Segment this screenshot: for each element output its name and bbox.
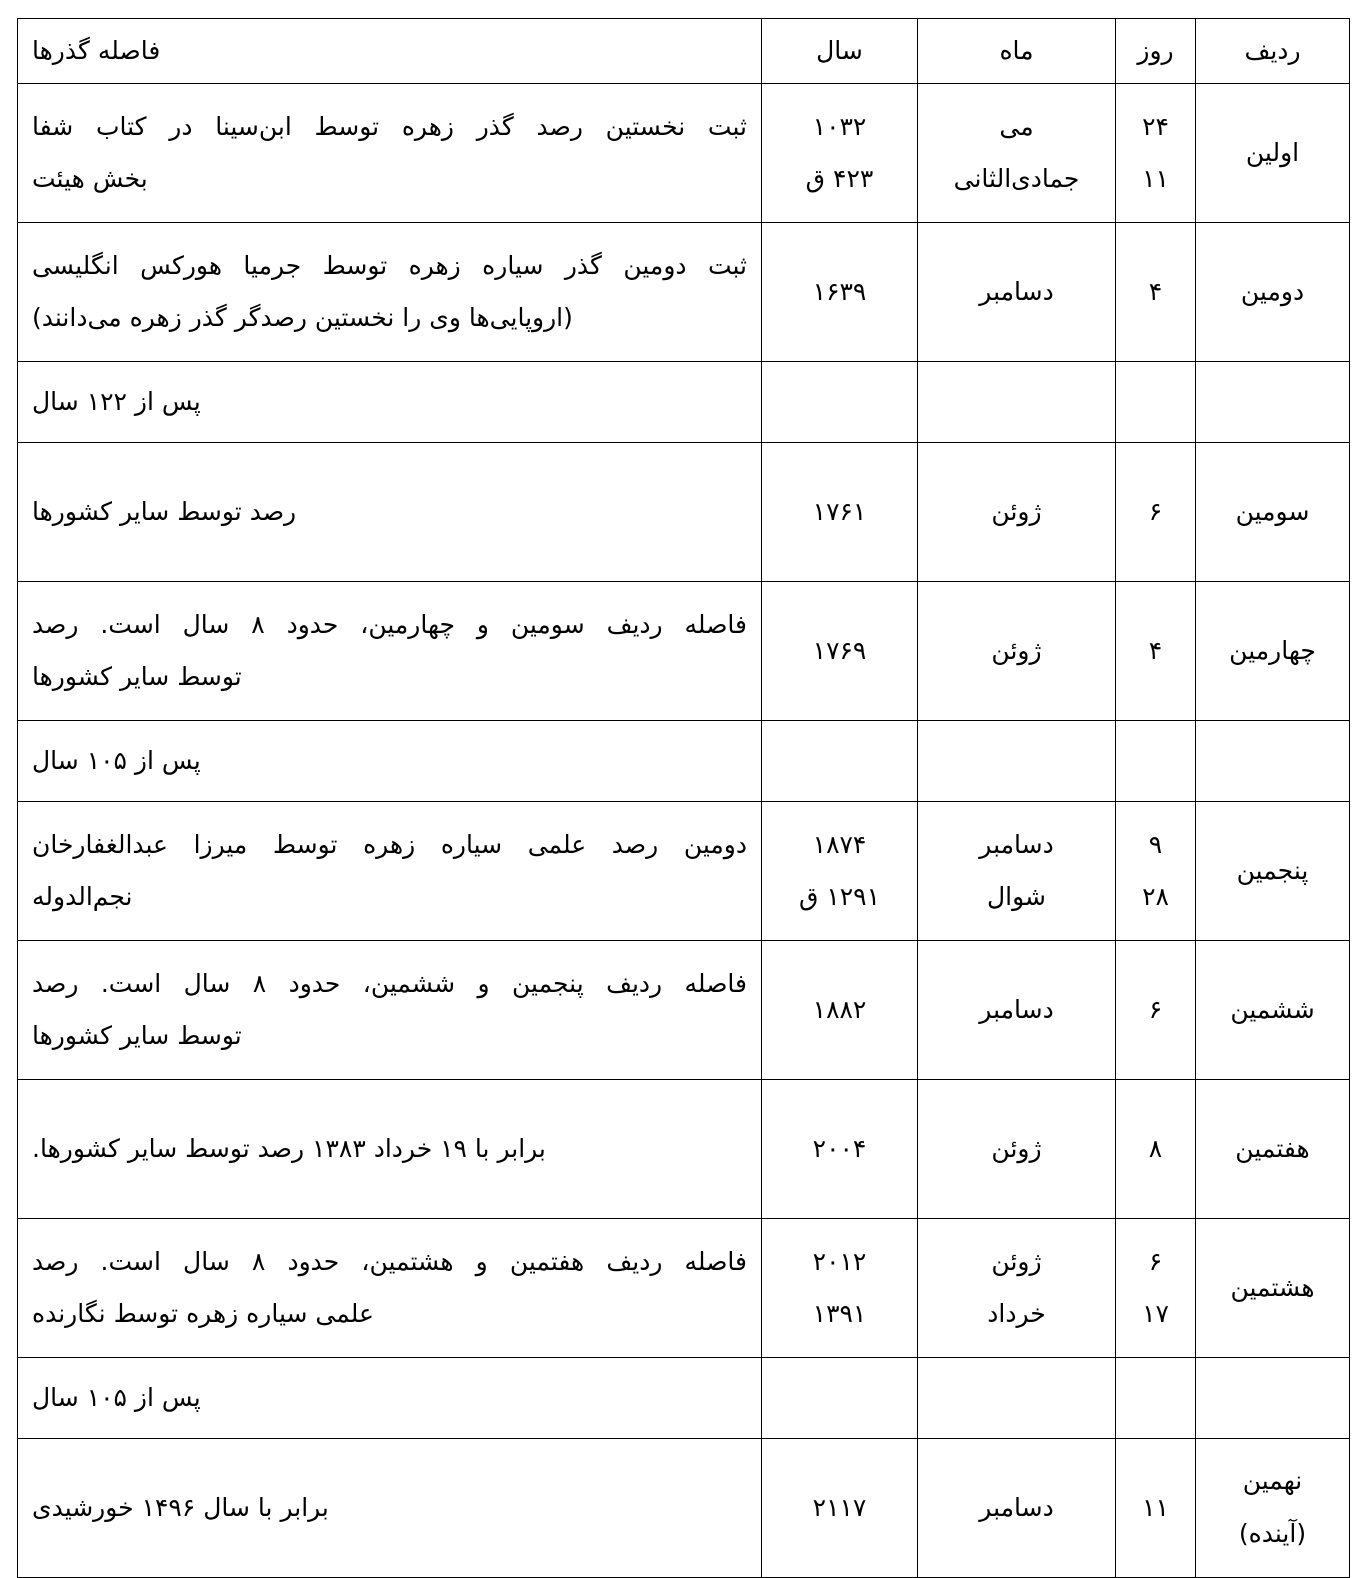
row-year-cell: [762, 801, 918, 940]
row-month-stack: [932, 1240, 1101, 1336]
row-order-cell: پنجمین: [1196, 801, 1350, 940]
row-year-secondary: ۴۲۳ ق: [805, 164, 874, 193]
column-header-order: ردیف: [1196, 19, 1350, 84]
table-row: [18, 581, 1350, 720]
row-day-cell: ۶: [1116, 442, 1196, 581]
note-line-1: ثبت نخستین رصد گذر زهره توسط ابن‌سینا در کتاب شفا: [32, 111, 747, 141]
table-row: [18, 1438, 1350, 1577]
note-line-1: فاصله ردیف هفتمین و هشتمین، حدود ۸ سال است. رصد: [32, 1246, 747, 1276]
row-note-cell: [18, 222, 762, 361]
column-header-month: ماه: [918, 19, 1116, 84]
row-month-secondary: شوال: [987, 882, 1046, 911]
column-header-year: سال: [762, 19, 918, 84]
row-order-cell: دومین: [1196, 222, 1350, 361]
row-year-secondary: ۱۲۹۱ ق: [798, 882, 881, 911]
row-month-cell: دسامبر: [918, 940, 1116, 1079]
row-year-stack: [776, 105, 903, 201]
spacer-year-cell: [762, 720, 918, 801]
table-row: [18, 442, 1350, 581]
row-day-cell: [1116, 83, 1196, 222]
row-day-secondary: ۱۷: [1142, 1299, 1169, 1328]
note-line-1: فاصله ردیف پنجمین و ششمین، حدود ۸ سال است. رصد: [32, 968, 747, 998]
row-day-secondary: ۲۸: [1142, 882, 1169, 911]
column-header-note: فاصله گذرها: [18, 19, 762, 84]
row-month-primary: می: [999, 111, 1034, 141]
row-note-cell: [18, 83, 762, 222]
row-note-cell: [18, 940, 762, 1079]
row-order-cell: سومین: [1196, 442, 1350, 581]
note-line-2: نجم‌الدوله: [32, 882, 133, 911]
row-day-primary: ۶: [1148, 1246, 1163, 1276]
row-day-primary: ۹: [1148, 829, 1163, 859]
column-header-day: روز: [1116, 19, 1196, 84]
table-spacer-row: [18, 720, 1350, 801]
row-year-secondary: ۱۳۹۱: [812, 1299, 867, 1328]
spacer-year-cell: [762, 361, 918, 442]
row-day-primary: ۲۴: [1142, 111, 1169, 141]
spacer-order-cell: [1196, 720, 1350, 801]
row-note-cell: [18, 801, 762, 940]
row-year-cell: ۲۰۰۴: [762, 1079, 918, 1218]
row-month-cell: ژوئن: [918, 442, 1116, 581]
spacer-year-cell: [762, 1357, 918, 1438]
row-day-secondary: ۱۱: [1142, 164, 1169, 193]
row-note-cell: برابر با سال ۱۴۹۶ خورشیدی: [18, 1438, 762, 1577]
note-stack: [32, 603, 747, 699]
spacer-day-cell: [1116, 1357, 1196, 1438]
row-month-secondary: جمادی‌الثانی: [953, 164, 1080, 193]
note-stack: [32, 105, 747, 201]
note-line-1: دومین رصد علمی سیاره زهره توسط میرزا عبدالغفارخان: [32, 829, 747, 859]
row-month-cell: دسامبر: [918, 222, 1116, 361]
spacer-day-cell: [1116, 720, 1196, 801]
row-month-cell: ژوئن: [918, 581, 1116, 720]
row-month-stack: [932, 105, 1101, 201]
row-note-cell: برابر با ۱۹ خرداد ۱۳۸۳ رصد توسط سایر کشورها.: [18, 1079, 762, 1218]
spacer-month-cell: [918, 720, 1116, 801]
row-order-cell: اولین: [1196, 83, 1350, 222]
row-year-cell: ۱۷۶۱: [762, 442, 918, 581]
row-month-cell: [918, 1218, 1116, 1357]
row-day-cell: ۴: [1116, 222, 1196, 361]
row-year-stack: [776, 1240, 903, 1336]
spacer-day-cell: [1116, 361, 1196, 442]
table-row: [18, 222, 1350, 361]
row-day-cell: ۶: [1116, 940, 1196, 1079]
row-day-cell: ۸: [1116, 1079, 1196, 1218]
note-line-2: توسط سایر کشورها: [32, 1021, 242, 1050]
table-header-row: [18, 19, 1350, 84]
row-month-secondary: خرداد: [987, 1299, 1046, 1328]
row-month-primary: دسامبر: [979, 829, 1054, 859]
row-year-primary: ۱۸۷۴: [812, 829, 867, 859]
note-line-1: فاصله ردیف سومین و چهارمین، حدود ۸ سال است. رصد: [32, 609, 747, 639]
table-row: [18, 1218, 1350, 1357]
row-order-cell: چهارمین: [1196, 581, 1350, 720]
table-row: [18, 801, 1350, 940]
interval-note: پس از ۱۰۵ سال: [18, 720, 762, 801]
row-year-cell: ۲۱۱۷: [762, 1438, 918, 1577]
row-day-cell: [1116, 1218, 1196, 1357]
row-year-cell: ۱۶۳۹: [762, 222, 918, 361]
note-stack: [32, 244, 747, 340]
row-month-cell: دسامبر: [918, 1438, 1116, 1577]
row-note-cell: رصد توسط سایر کشورها: [18, 442, 762, 581]
row-month-cell: [918, 801, 1116, 940]
table-spacer-row: [18, 361, 1350, 442]
row-note-cell: [18, 581, 762, 720]
table-header: [18, 19, 1350, 84]
note-line-1: ثبت دومین گذر سیاره زهره توسط جرمیا هورکس انگلیسی: [32, 250, 747, 280]
table-row: [18, 83, 1350, 222]
row-day-cell: ۱۱: [1116, 1438, 1196, 1577]
table-spacer-row: [18, 1357, 1350, 1438]
row-year-cell: ۱۸۸۲: [762, 940, 918, 1079]
row-year-primary: ۲۰۱۲: [812, 1246, 867, 1276]
interval-note: پس از ۱۰۵ سال: [18, 1357, 762, 1438]
spacer-month-cell: [918, 1357, 1116, 1438]
note-line-2: توسط سایر کشورها: [32, 662, 242, 691]
note-line-2: (اروپایی‌ها وی را نخستین رصدگر گذر زهره می‌دانند): [32, 303, 573, 332]
row-year-cell: ۱۷۶۹: [762, 581, 918, 720]
note-line-2: علمی سیاره زهره توسط نگارنده: [32, 1299, 374, 1328]
row-month-stack: [932, 823, 1101, 919]
spacer-order-cell: [1196, 361, 1350, 442]
row-month-cell: ژوئن: [918, 1079, 1116, 1218]
spacer-order-cell: [1196, 1357, 1350, 1438]
note-stack: [32, 1240, 747, 1336]
row-year-cell: [762, 83, 918, 222]
note-stack: [32, 823, 747, 919]
row-day-stack: [1130, 1240, 1181, 1336]
order-stack: [1210, 1455, 1335, 1560]
spacer-month-cell: [918, 361, 1116, 442]
table-body: [18, 83, 1350, 1577]
interval-note: پس از ۱۲۲ سال: [18, 361, 762, 442]
row-note-cell: [18, 1218, 762, 1357]
row-year-primary: ۱۰۳۲: [812, 111, 867, 141]
row-month-cell: [918, 83, 1116, 222]
row-order-cell: هفتمین: [1196, 1079, 1350, 1218]
row-year-stack: [776, 823, 903, 919]
row-day-cell: ۴: [1116, 581, 1196, 720]
table-row: [18, 940, 1350, 1079]
note-stack: [32, 962, 747, 1058]
note-line-2: بخش هیئت: [32, 164, 148, 193]
venus-transits-table: [17, 18, 1350, 1578]
order-label-secondary: (آینده): [1238, 1518, 1307, 1548]
row-order-cell: ششمین: [1196, 940, 1350, 1079]
row-month-primary: ژوئن: [991, 1246, 1042, 1276]
row-order-cell: هشتمین: [1196, 1218, 1350, 1357]
order-label: نهمین: [1242, 1466, 1303, 1496]
table-row: [18, 1079, 1350, 1218]
row-day-cell: [1116, 801, 1196, 940]
row-day-stack: [1130, 105, 1181, 201]
row-day-stack: [1130, 823, 1181, 919]
row-year-cell: [762, 1218, 918, 1357]
row-order-cell: [1196, 1438, 1350, 1577]
